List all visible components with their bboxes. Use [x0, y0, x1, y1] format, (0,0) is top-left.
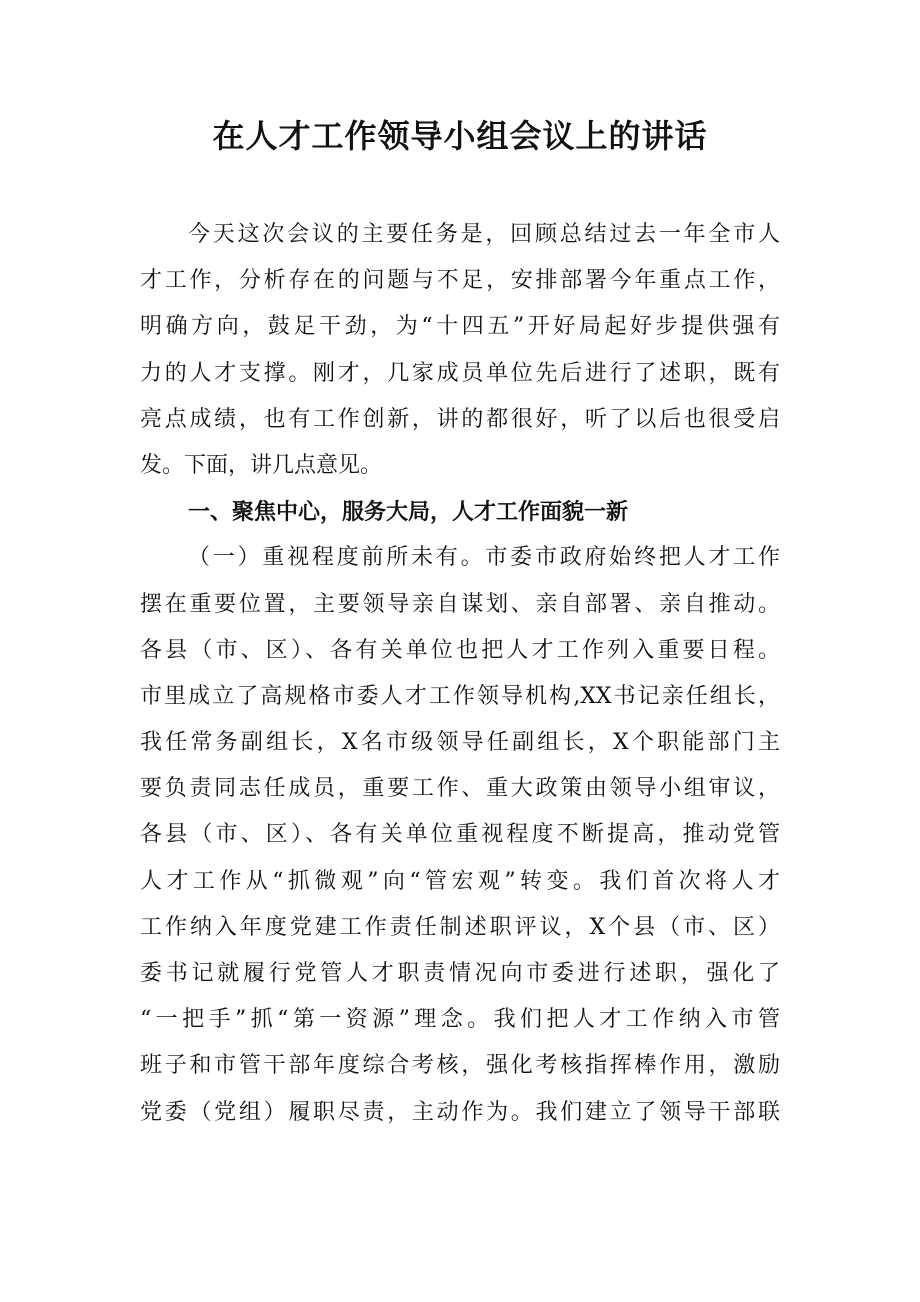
paragraph-line: 市里成立了高规格市委人才工作领导机构,XX书记亲任组长，	[140, 683, 780, 709]
paragraph-line: 力的人才支撑。刚才，几家成员单位先后进行了述职，既有	[140, 360, 780, 386]
paragraph-line: 各县（市、区）、各有关单位也把人才工作列入重要日程。	[140, 637, 780, 663]
document-title: 在人才工作领导小组会议上的讲话	[212, 117, 708, 155]
paragraph-line: 各县（市、区）、各有关单位重视程度不断提高，推动党管	[140, 822, 780, 848]
paragraph-line: 亮点成绩，也有工作创新，讲的都很好，听了以后也很受启	[140, 406, 780, 432]
paragraph-line: 工作纳入年度党建工作责任制述职评议，X个县（市、区）	[140, 914, 780, 940]
section-heading: 一、聚焦中心，服务大局，人才工作面貌一新	[188, 499, 629, 526]
paragraph-line: 发。下面，讲几点意见。	[140, 452, 383, 478]
paragraph-line: 委书记就履行党管人才职责情况向市委进行述职，强化了	[140, 961, 780, 986]
paragraph-line: 人才工作从“抓微观”向“管宏观”转变。我们首次将人才	[140, 868, 780, 894]
paragraph-line: 才工作，分析存在的问题与不足，安排部署今年重点工作，	[140, 268, 780, 294]
paragraph-line: 我任常务副组长，X名市级领导任副组长，X个职能部门主	[140, 730, 780, 756]
paragraph-line: 摆在重要位置，主要领导亲自谋划、亲自部署、亲自推动。	[140, 591, 780, 617]
document-body	[140, 212, 780, 1136]
paragraph-line: 明确方向，鼓足干劲，为“十四五”开好局起好步提供强有	[140, 314, 780, 340]
paragraph-line: 党委（党组）履职尽责，主动作为。我们建立了领导干部联	[140, 1099, 780, 1125]
paragraph-line: 要负责同志任成员，重要工作、重大政策由领导小组审议，	[140, 776, 780, 802]
paragraph-line: 班子和市管干部年度综合考核，强化考核指挥棒作用，激励	[140, 1053, 780, 1079]
paragraph-line: （一）重视程度前所未有。市委市政府始终把人才工作	[188, 545, 780, 571]
paragraph-line: 今天这次会议的主要任务是，回顾总结过去一年全市人	[188, 222, 780, 247]
paragraph-line: “一把手”抓“第一资源”理念。我们把人才工作纳入市管	[140, 1007, 780, 1033]
